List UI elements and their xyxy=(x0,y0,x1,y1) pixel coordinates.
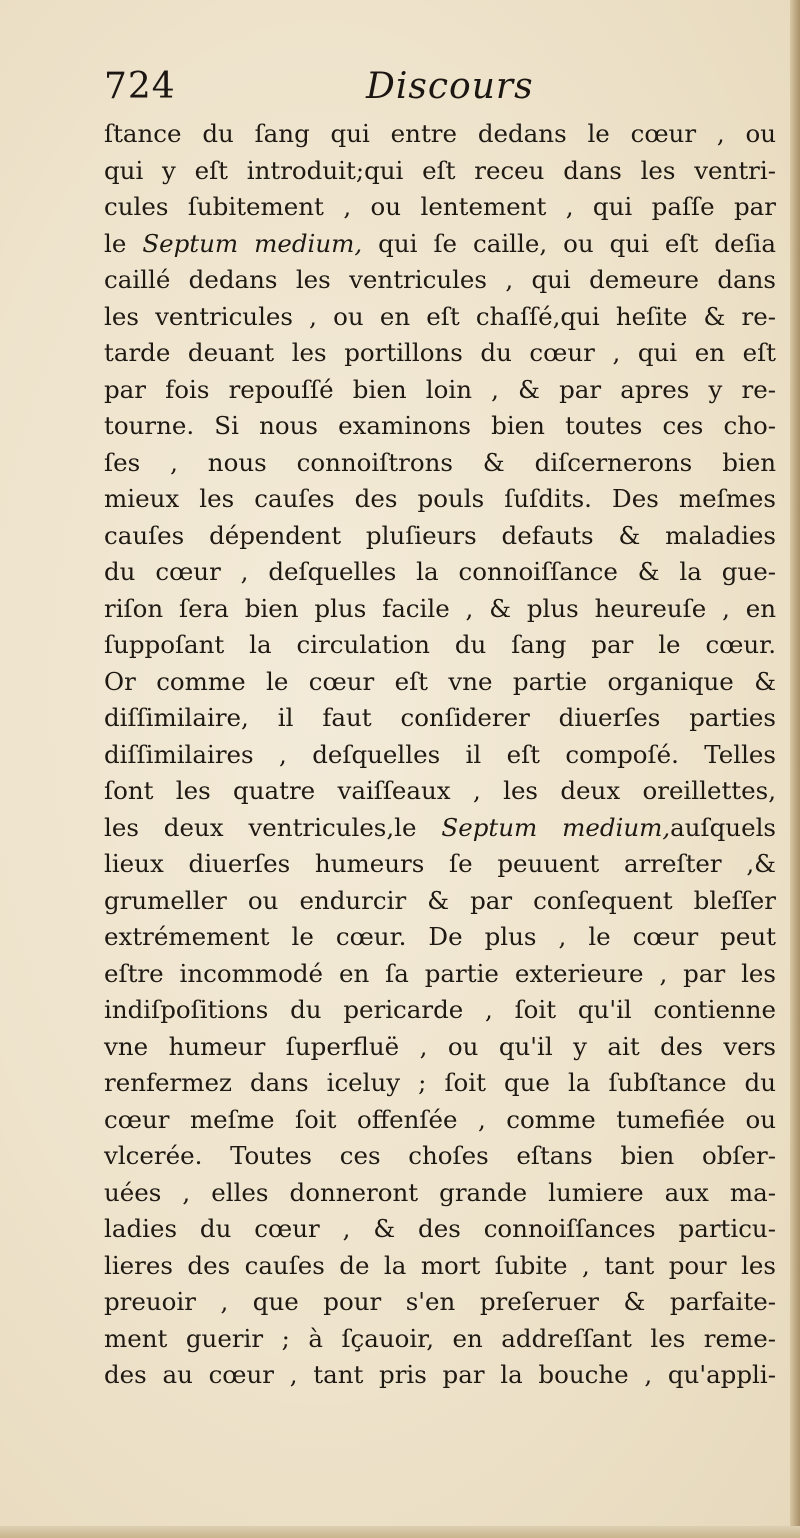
italic-term: Septum medium, xyxy=(142,228,363,258)
text-line: caillé dedans les ventricules , qui demeure dans xyxy=(104,265,776,294)
text-line: grumeller ou endurcir & par conſequent bleſſer xyxy=(104,885,776,915)
text-line: riſon ſera bien plus facile , & plus heureuſe , en xyxy=(104,593,776,623)
text-line: extrémement le cœur. De plus , le cœur peut xyxy=(104,922,776,951)
text-line xyxy=(104,226,776,263)
text-line: lieres des cauſes de la mort ſubite , tant pour les xyxy=(104,1250,776,1280)
running-title: Discours xyxy=(366,66,534,107)
text-line: cauſes dépendent pluſieurs defauts & maladies xyxy=(104,520,776,550)
text-segment: qui ſe caille, ou qui eſt deſia xyxy=(362,228,776,258)
page-edge-bottom xyxy=(0,1526,800,1538)
italic-term: Septum medium, xyxy=(441,812,671,842)
text-line: vne humeur ſuperfluë , ou qu'il y ait des vers xyxy=(104,1031,776,1061)
text-line: eſtre incommodé en ſa partie exterieure , par les xyxy=(104,958,776,988)
text-line: par fois repouſſé bien loin , & par apres y re- xyxy=(104,374,776,404)
text-line: mieux les cauſes des pouls ſuſdits. Des meſmes xyxy=(104,484,776,513)
text-line: lieux diuerſes humeurs ſe peuuent arreſter ,& xyxy=(104,849,776,878)
text-line: indiſpoſitions du pericarde , ſoit qu'il contienne xyxy=(104,995,776,1024)
text-line: diſſimilaire, il faut conſiderer diuerſes parties xyxy=(104,703,776,732)
body-text xyxy=(104,116,776,1394)
text-line: Or comme le cœur eſt vne partie organique & xyxy=(104,666,776,696)
text-line: ſtance du ſang qui entre dedans le cœur , ou xyxy=(104,119,776,148)
text-line xyxy=(104,810,776,847)
text-line: ſont les quatre vaiſſeaux , les deux oreillettes, xyxy=(104,776,776,805)
text-segment: auſquels xyxy=(670,812,776,842)
page-number: 724 xyxy=(104,66,176,107)
page-edge-right xyxy=(790,0,800,1538)
text-line: ment guerir ; à ſçauoir, en addreſſant les reme- xyxy=(104,1323,776,1353)
text-segment: les deux ventricules,le xyxy=(104,812,442,842)
text-line: cules ſubitement , ou lentement , qui paſſe par xyxy=(104,192,776,221)
page-header xyxy=(104,66,744,118)
text-line: tourne. Si nous examinons bien toutes ces cho- xyxy=(104,411,776,440)
text-line: les ventricules , ou en eſt chaſſé,qui heſite & re- xyxy=(104,301,776,331)
text-line: vlcerée. Toutes ces choſes eſtans bien obſer- xyxy=(104,1141,776,1170)
text-line: qui y eſt introduit;qui eſt receu dans les ventri- xyxy=(104,155,776,185)
text-line: tarde deuant les portillons du cœur , qui en eſt xyxy=(104,338,776,367)
text-line: ſuppoſant la circulation du ſang par le cœur. xyxy=(104,630,776,659)
text-line: ladies du cœur , & des connoiſſances particu- xyxy=(104,1214,776,1243)
text-segment: le xyxy=(104,228,143,258)
text-line: uées , elles donneront grande lumiere aux ma- xyxy=(104,1177,776,1207)
text-line: du cœur , deſquelles la connoiſſance & la gue- xyxy=(104,557,776,586)
text-line: des au cœur , tant pris par la bouche , qu'appli- xyxy=(104,1360,776,1389)
text-line: cœur meſme ſoit offenſée , comme tumefiée ou xyxy=(104,1104,776,1134)
text-line: diſſimilaires , deſquelles il eſt compoſé. Telles xyxy=(104,739,776,769)
text-line: preuoir , que pour s'en preſeruer & parfaite- xyxy=(104,1287,776,1316)
text-line: ſes , nous connoiſtrons & diſcernerons bien xyxy=(104,447,776,477)
text-line: renfermez dans iceluy ; ſoit que la ſubſtance du xyxy=(104,1068,776,1097)
